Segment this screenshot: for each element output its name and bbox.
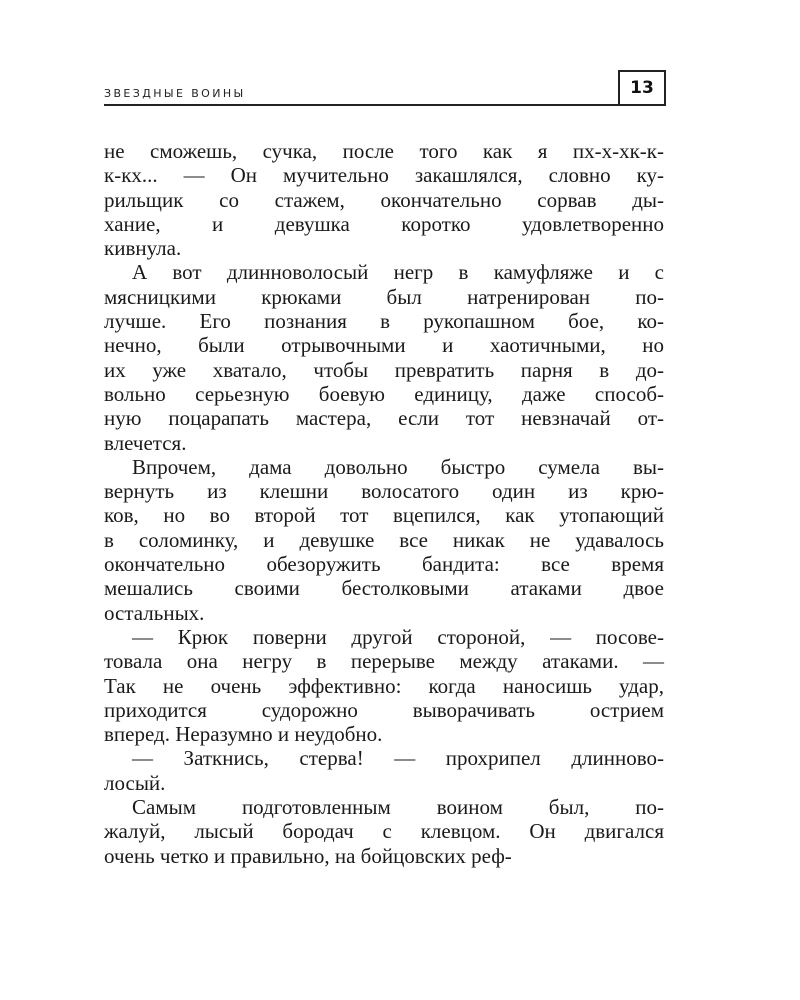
page-number: 13 (618, 70, 666, 106)
text-line: вперед. Неразумно и неудобно. (104, 722, 383, 747)
text-line: влечется. (104, 430, 187, 455)
text-line: мешались своими бестолковыми атаками двое (104, 576, 664, 601)
text-line: А вот длинноволосый негр в камуфляже и с (132, 260, 664, 285)
text-line: их уже хватало, чтобы превратить парня в до- (104, 357, 664, 382)
paragraph (104, 625, 664, 746)
paragraph (104, 746, 664, 795)
text-line: в соломинку, и девушке все никак не удавалось (104, 527, 664, 552)
text-line: нечно, были отрывочными и хаотичными, но (104, 333, 664, 358)
text-line: рильщик со стажем, окончательно сорвав ды- (104, 187, 664, 212)
text-line: окончательно обезоружить бандита: все время (104, 552, 664, 577)
text-line: товала она негру в перерыве между атаками. — (104, 649, 664, 674)
text-line: вернуть из клешни волосатого один из крю- (104, 479, 664, 504)
text-line: хание, и девушка коротко удовлетворенно (104, 211, 664, 236)
text-line: ков, но во второй тот вцепился, как утопающий (104, 503, 664, 528)
text-line: Впрочем, дама довольно быстро сумела вы- (132, 454, 664, 479)
paragraph (104, 795, 664, 868)
text-line: вольно серьезную боевую единицу, даже способ- (104, 381, 664, 406)
text-line: — Крюк поверни другой стороной, — посове- (132, 624, 664, 649)
text-line: кивнула. (104, 236, 182, 261)
text-line: приходится судорожно выворачивать острием (104, 697, 664, 722)
paragraph (104, 260, 664, 454)
body-text (104, 139, 664, 868)
text-line: лосый. (104, 770, 166, 795)
paragraph (104, 139, 664, 260)
running-head: ЗВЕЗДНЫЕ ВОИНЫ (104, 87, 246, 100)
text-line: — Заткнись, стерва! — прохрипел длинново- (132, 746, 664, 771)
text-line: не сможешь, сучка, после того как я пх-х-хк-к- (104, 139, 664, 163)
paragraph (104, 455, 664, 625)
text-line: лучше. Его познания в рукопашном бое, ко- (104, 309, 664, 334)
text-line: остальных. (104, 600, 205, 625)
header-rule (104, 104, 618, 106)
text-line: Так не очень эффективно: когда наносишь удар, (104, 673, 664, 698)
text-line: мясницкими крюками был натренирован по- (104, 284, 664, 309)
text-line: к-кх... — Он мучительно закашлялся, словно ку- (104, 163, 664, 188)
text-line: Самым подготовленным воином был, по- (132, 795, 664, 820)
text-line: ную поцарапать мастера, если тот невзначай от- (104, 406, 664, 431)
text-line: очень четко и правильно, на бойцовских реф- (104, 843, 512, 868)
text-line: жалуй, лысый бородач с клевцом. Он двигался (104, 819, 664, 844)
